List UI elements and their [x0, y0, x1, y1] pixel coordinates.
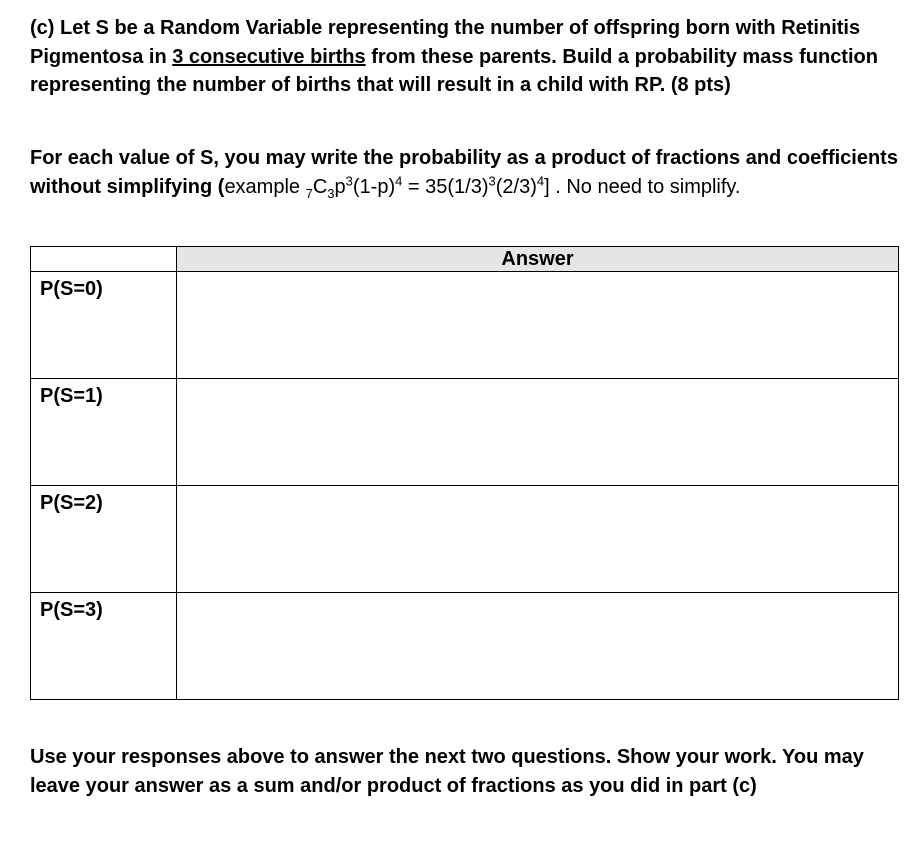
table-row	[31, 379, 899, 486]
example-third-exponent: 3	[488, 172, 496, 188]
answer-column-header: Answer	[177, 247, 899, 272]
part-c-question	[30, 14, 900, 100]
pmf-answer-table	[30, 246, 899, 700]
row-label-s3: P(S=3)	[31, 593, 177, 700]
answer-cell-s1[interactable]	[177, 379, 899, 486]
example-combination-c: C	[312, 175, 328, 198]
instructions-bold-text: For each value of S, you may write the probability as a product of fractions and coefficients without simplifying (	[30, 147, 898, 198]
part-c-underlined-births: 3 consecutive births	[172, 45, 366, 68]
part-c-text-1: (c) Let S be a Random Variable representing the number of offspring born with Retinitis Pigmentosa in	[30, 17, 861, 68]
table-header-blank-cell	[31, 247, 177, 272]
instructions-paragraph	[30, 144, 915, 201]
row-label-s1: P(S=1)	[31, 379, 177, 486]
example-k-subscript: 3	[327, 185, 335, 201]
example-p-exponent: 3	[345, 172, 353, 188]
example-q: (1-p)	[352, 175, 396, 198]
instructions-closing: ] . No need to simplify.	[544, 175, 741, 198]
answer-cell-s2[interactable]	[177, 486, 899, 593]
table-header-row	[31, 247, 899, 272]
example-two-thirds: (2/3)	[495, 175, 537, 198]
row-label-s2: P(S=2)	[31, 486, 177, 593]
row-label-s0: P(S=0)	[31, 272, 177, 379]
example-n-subscript: 7	[305, 185, 313, 201]
example-two-thirds-exponent: 4	[536, 172, 545, 188]
example-p: p	[334, 175, 346, 198]
answer-cell-s3[interactable]	[177, 593, 899, 700]
example-equals: = 35(1/3)	[402, 175, 489, 198]
followup-instructions: Use your responses above to answer the next two questions. Show your work. You may leave your answer as a sum and/or product of fractions as you did in part (c)	[30, 746, 864, 797]
part-c-text-2: from these parents. Build a probability mass function representing the number of births that will result in a child with RP. (8 pts)	[30, 45, 878, 96]
table-row	[31, 486, 899, 593]
answer-cell-s0[interactable]	[177, 272, 899, 379]
table-row	[31, 272, 899, 379]
table-row	[31, 593, 899, 700]
example-prefix: example	[224, 175, 306, 198]
example-q-exponent: 4	[395, 172, 403, 188]
